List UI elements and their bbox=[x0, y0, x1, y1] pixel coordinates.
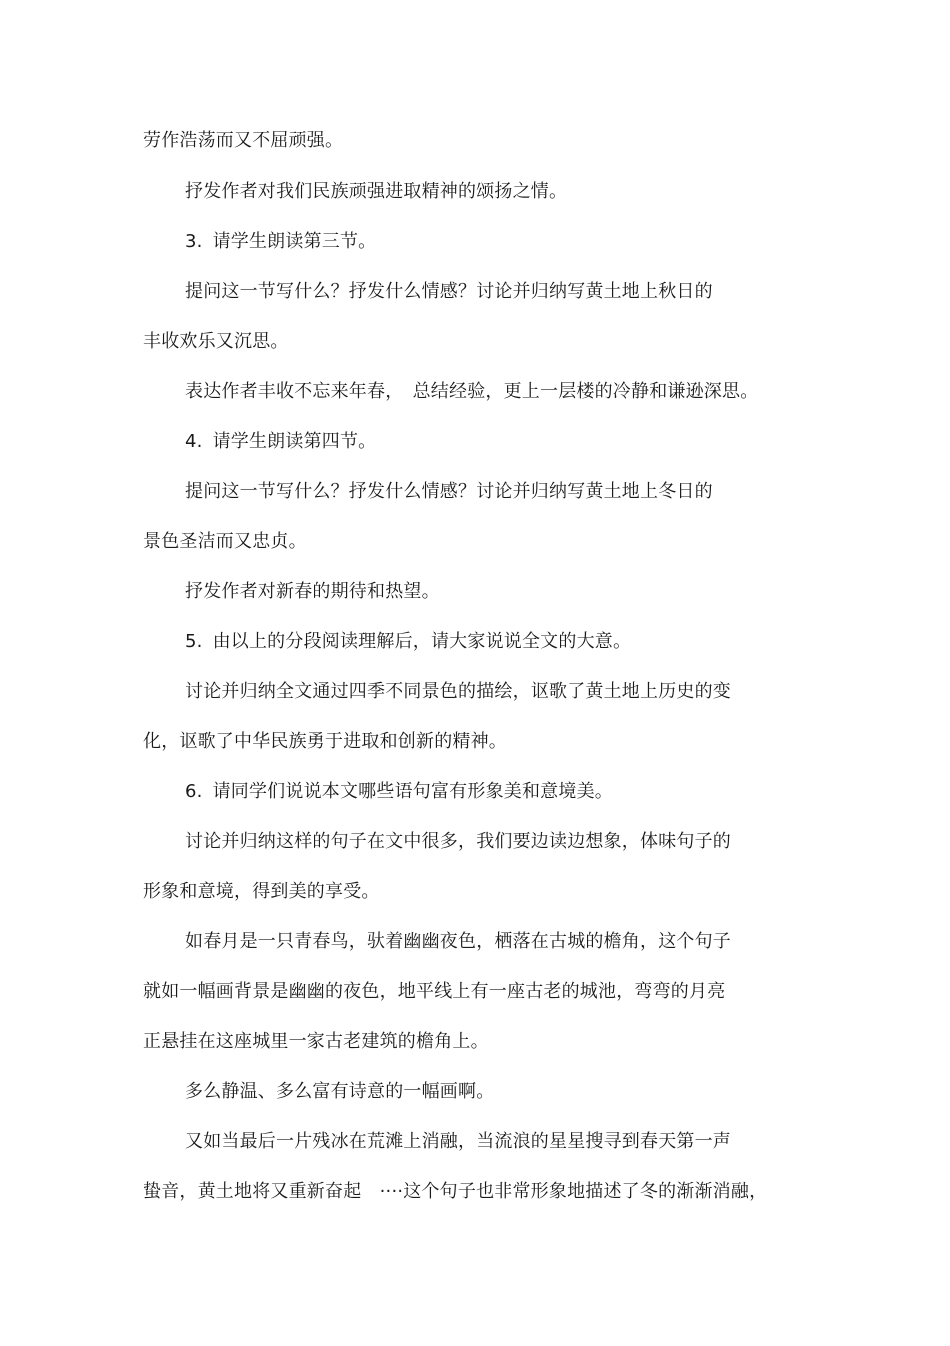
paragraph-line: 提问这一节写什么？抒发什么情感？讨论并归纳写黄土地上冬日的 bbox=[185, 481, 713, 502]
paragraph-line: 蛰音，黄土地将又重新奋起 ····这个句子也非常形象地描述了冬的渐渐消融， bbox=[143, 1181, 768, 1202]
numbered-item-6 bbox=[185, 779, 613, 805]
paragraph-line: 抒发作者对新春的期待和热望。 bbox=[185, 581, 440, 602]
item-number: 4. bbox=[185, 431, 203, 452]
paragraph-line: 正悬挂在这座城里一家古老建筑的檐角上。 bbox=[143, 1031, 489, 1052]
item-number: 3. bbox=[185, 231, 203, 252]
paragraph-line: 化，讴歌了中华民族勇于进取和创新的精神。 bbox=[143, 731, 507, 752]
numbered-item-4 bbox=[185, 429, 376, 455]
numbered-item-5 bbox=[185, 629, 631, 655]
paragraph-line: 丰收欢乐又沉思。 bbox=[143, 331, 289, 352]
item-number: 6. bbox=[185, 781, 203, 802]
item-text: 由以上的分段阅读理解后，请大家说说全文的大意。 bbox=[212, 631, 632, 652]
item-text: 请学生朗读第四节。 bbox=[212, 431, 377, 452]
item-number: 5. bbox=[185, 631, 203, 652]
item-text: 请同学们说说本文哪些语句富有形象美和意境美。 bbox=[212, 781, 613, 802]
paragraph-line: 提问这一节写什么？抒发什么情感？讨论并归纳写黄土地上秋日的 bbox=[185, 281, 713, 302]
paragraph-line: 讨论并归纳全文通过四季不同景色的描绘，讴歌了黄土地上历史的变 bbox=[185, 681, 731, 702]
paragraph-line: 形象和意境，得到美的享受。 bbox=[143, 881, 380, 902]
paragraph-line: 就如一幅画背景是幽幽的夜色，地平线上有一座古老的城池，弯弯的月亮 bbox=[143, 981, 726, 1002]
paragraph-line: 景色圣洁而又忠贞。 bbox=[143, 531, 307, 552]
paragraph-line: 劳作浩荡而又不屈顽强。 bbox=[143, 130, 344, 151]
numbered-item-3 bbox=[185, 229, 376, 255]
paragraph-line: 如春月是一只青春鸟，驮着幽幽夜色，栖落在古城的檐角，这个句子 bbox=[185, 931, 731, 952]
paragraph-line: 又如当最后一片残冰在荒滩上消融，当流浪的星星搜寻到春天第一声 bbox=[185, 1131, 731, 1152]
item-text: 请学生朗读第三节。 bbox=[212, 231, 377, 252]
paragraph-line: 讨论并归纳这样的句子在文中很多，我们要边读边想象，体味句子的 bbox=[185, 831, 731, 852]
paragraph-line: 多么静温、多么富有诗意的一幅画啊。 bbox=[185, 1081, 495, 1102]
paragraph-line: 表达作者丰收不忘来年春， 总结经验，更上一层楼的冷静和谦逊深思。 bbox=[185, 381, 759, 402]
paragraph-line: 抒发作者对我们民族顽强进取精神的颂扬之情。 bbox=[185, 181, 568, 202]
